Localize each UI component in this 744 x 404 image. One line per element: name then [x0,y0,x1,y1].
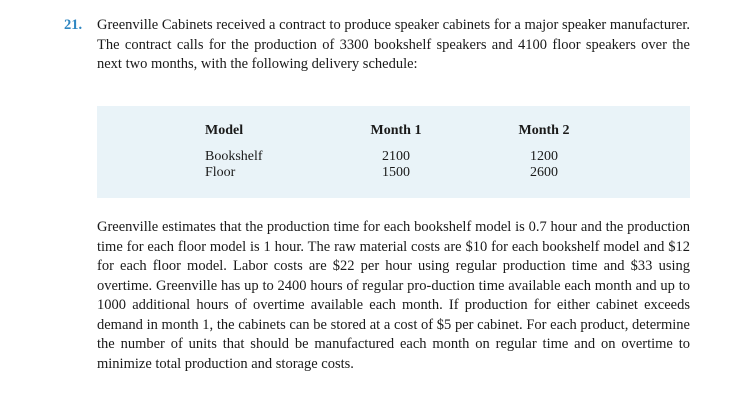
table-cell-floor-month-2: 2600 [530,165,558,180]
table-cell-bookshelf-month-2: 1200 [530,149,558,164]
table-cell-floor-model: Floor [205,165,236,180]
problem-intro: Greenville Cabinets received a contract to produce speaker cabinets for a major speaker manufacturer. The contract calls for the production of 3300 bookshelf speakers and 4100 floor speakers over the next two months, with the following delivery schedule: [97,17,690,72]
table-header-month-2: Month 2 [518,123,570,138]
table-cell-bookshelf-month-1: 2100 [382,149,410,164]
table-cell-floor-month-1: 1500 [382,165,410,180]
problem-number: 21. [64,17,83,33]
table-header-model: Model [205,123,244,138]
table-cell-bookshelf-model: Bookshelf [205,149,263,164]
table-header-month-1: Month 1 [370,123,422,138]
delivery-schedule-table [97,106,690,198]
problem-body: Greenville estimates that the production time for each bookshelf model is 0.7 hour and the production time for each floor model is 1 hour. The raw material costs are $10 for each bookshelf model and $12 for each floor model. Labor costs are $22 per hour using regular production time and $33 using overtime. Greenville has up to 2400 hours of regular pro-duction time available each month and up to 1000 additional hours of overtime available each month. If production for either cabinet exceeds demand in month 1, the cabinets can be stored at a cost of $5 per cabinet. For each product, determine the number of units that should be manufactured each month on regular time and on overtime to minimize total production and storage costs. [97,219,690,372]
